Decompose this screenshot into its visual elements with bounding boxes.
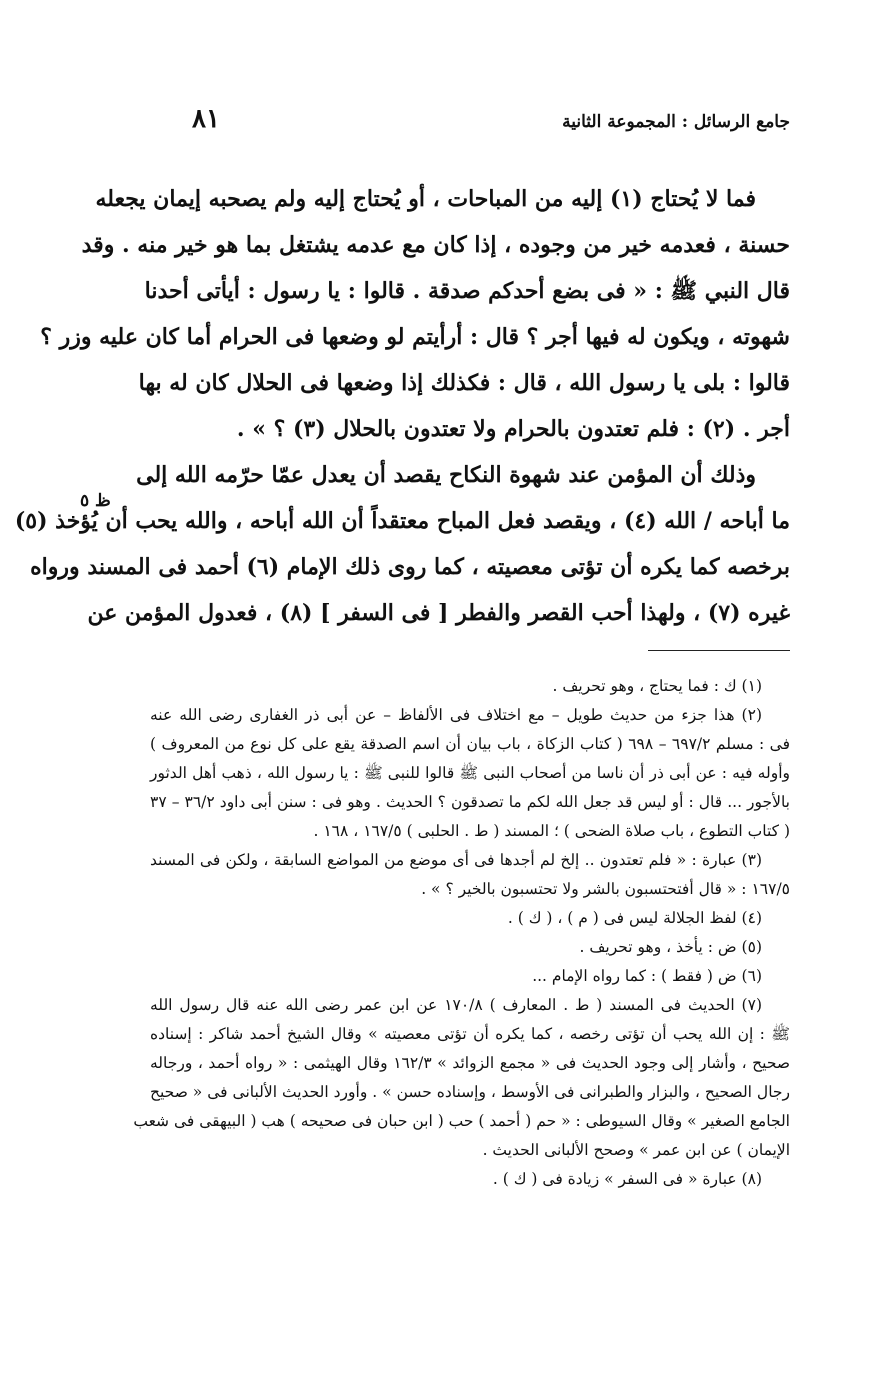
text-line: برخصه كما يكره أن تؤتى معصيته ، كما روى ذلك الإمام (٦) أحمد فى المسند ورواه	[30, 554, 790, 580]
text-line: حسنة ، فعدمه خير من وجوده ، إذا كان مع عدمه يشتغل بما هو خير منه . وقد	[81, 232, 790, 258]
footnote-line: وأوله فيه : عن أبى ذر أن ناسا من أصحاب النبى ﷺ قالوا للنبى ﷺ : يا رسول الله ، ذهب أهل الدثور	[150, 764, 790, 782]
text-line: شهوته ، ويكون له فيها أجر ؟ قال : أرأيتم لو وضعها فى الحرام أما كان عليه وزر ؟	[40, 324, 790, 350]
margin-folio-note: ظ ٥	[80, 491, 111, 511]
footnote-line: (٦) ض ( فقط ) : كما رواه الإمام ...	[532, 967, 762, 985]
footnote-line: فى : مسلم ٦٩٧/٢ – ٦٩٨ ( كتاب الزكاة ، باب بيان أن اسم الصدقة يقع على كل نوع من المعروف )	[150, 735, 790, 753]
footnote-line: (٧) الحديث فى المسند ( ط . المعارف ) ١٧٠/٨ عن ابن عمر رضى الله عنه قال رسول الله	[150, 996, 762, 1014]
footnote-line: ( كتاب التطوع ، باب صلاة الضحى ) ؛ المسند ( ط . الحلبى ) ١٦٧/٥ ، ١٦٨ .	[313, 822, 790, 840]
footnote-line: صحيح ، وأشار إلى وجود الحديث فى « مجمع الزوائد » ١٦٢/٣ وقال الهيثمى : « رواه أحمد ، ورجاله	[150, 1054, 790, 1072]
footnote-line: ﷺ : إن الله يحب أن تؤتى رخصه ، كما يكره أن تؤتى معصيته » وقال الشيخ أحمد شاكر : إسناده	[150, 1025, 790, 1043]
footnote-line: (٥) ض : يأخذ ، وهو تحريف .	[579, 938, 762, 956]
running-title: جامع الرسائل : المجموعة الثانية	[562, 112, 790, 132]
footnote-line: ١٦٧/٥ : « قال أفتحتسبون بالشر ولا تحتسبون بالخير ؟ » .	[421, 880, 790, 898]
footnote-line: الجامع الصغير » وقال السيوطى : « حم ( أحمد ) حب ( ابن حبان فى صحيحه ) هب ( البيهقى فى شعب	[133, 1112, 790, 1130]
footnote-line: (٤) لفظ الجلالة ليس فى ( م ) ، ( ك ) .	[507, 909, 762, 927]
page-number: ٨١	[192, 104, 220, 134]
footnote-line: رجال الصحيح ، والبزار والطبرانى فى الأوسط ، وإسناده حسن » . وأورد الحديث الألبانى فى « صحيح	[150, 1083, 790, 1101]
footnote-line: (٨) عبارة « فى السفر » زيادة فى ( ك ) .	[492, 1170, 762, 1188]
footnote-line: (١) ك : فما يحتاج ، وهو تحريف .	[552, 677, 762, 695]
text-line: قال النبي ﷺ : « فى بضع أحدكم صدقة . قالوا : يا رسول : أيأتى أحدنا	[144, 278, 790, 304]
footnotes-section	[133, 672, 790, 1194]
footnote-line: بالأجور ... قال : أو ليس قد جعل الله لكم ما تصدقون ؟ الحديث . وهو فى : سنن أبى داود ٣٦/٢ – ٣٧	[150, 793, 790, 811]
text-line: وذلك أن المؤمن عند شهوة النكاح يقصد أن يعدل عمّا حرّمه الله إلى	[136, 462, 756, 488]
text-line: فما لا يُحتاج (١) إليه من المباحات ، أو يُحتاج إليه ولم يصحبه إيمان يجعله	[95, 186, 756, 212]
text-line: أجر . (٢) : فلم تعتدون بالحرام ولا تعتدون بالحلال (٣) ؟ » .	[236, 416, 790, 442]
text-line: غيره (٧) ، ولهذا أحب القصر والفطر [ فى السفر ] (٨) ، فعدول المؤمن عن	[87, 600, 790, 626]
text-line: ما أباحه / الله (٤) ، ويقصد فعل المباح معتقداً أن الله أباحه ، والله يحب أن يُؤخذ (٥)	[14, 508, 790, 534]
footnote-separator	[648, 650, 790, 651]
footnote-line: (٣) عبارة : « فلم تعتدون .. إلخ لم أجدها فى أى موضع من المواضع السابقة ، ولكن فى المسند	[150, 851, 762, 869]
footnote-line: الإيمان ) عن ابن عمر » وصحح الألبانى الحديث .	[482, 1141, 790, 1159]
page-header	[150, 104, 790, 144]
text-line: قالوا : بلى يا رسول الله ، قال : فكذلك إذا وضعها فى الحلال كان له بها	[138, 370, 790, 396]
footnote-line: (٢) هذا جزء من حديث طويل – مع اختلاف فى الألفاظ – عن أبى ذر الغفارى رضى الله عنه	[150, 706, 762, 724]
